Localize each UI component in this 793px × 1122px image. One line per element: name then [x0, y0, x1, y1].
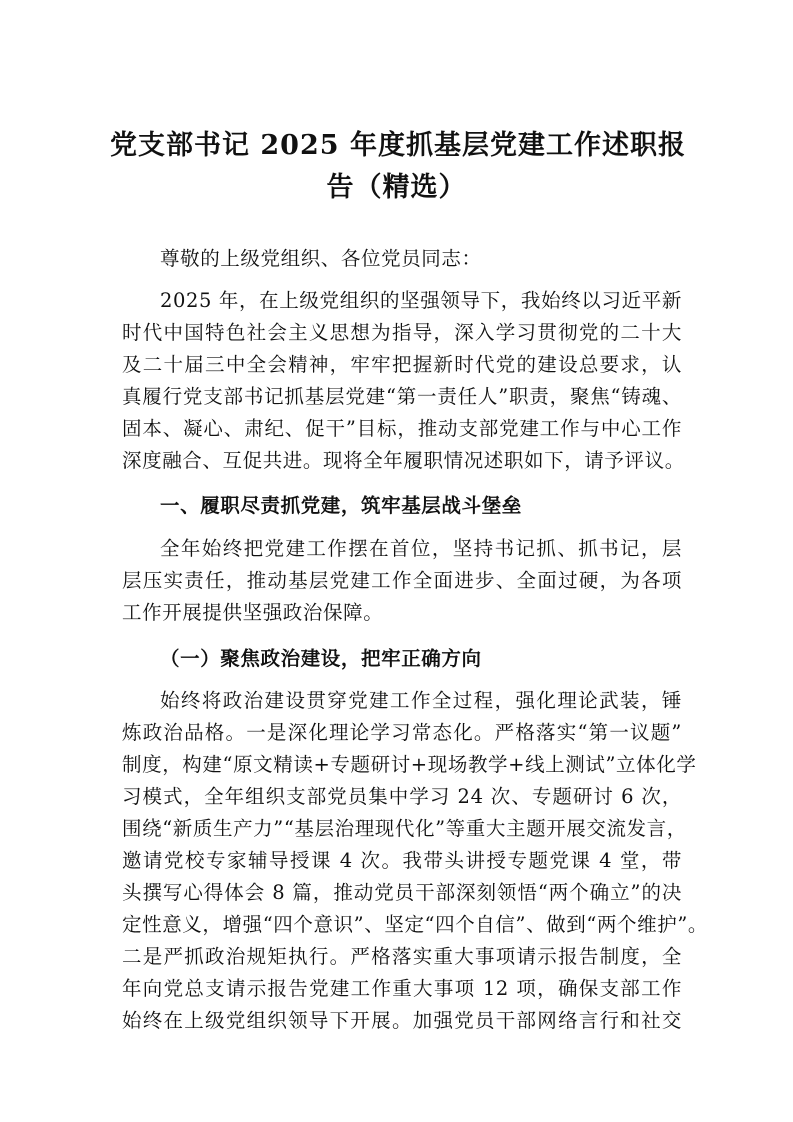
section-line: 层压实责任，推动基层党建工作全面进步、全面过硬，为各项 [122, 569, 682, 592]
subsection-line: 炼政治品格。一是深化理论学习常态化。严格落实“第一议题” [122, 721, 682, 744]
subsection-line: 始终将政治建设贯穿党建工作全过程，强化理论武装，锤 [160, 689, 682, 712]
subsection-line: 围绕“新质生产力”“基层治理现代化”等重大主题开展交流发言， [122, 817, 687, 840]
document-title-line-2: 告（精选） [326, 172, 467, 203]
section-heading: 一、履职尽责抓党建，筑牢基层战斗堡垒 [160, 494, 522, 517]
subsection-heading: （一）聚焦政治建设，把牢正确方向 [160, 647, 482, 670]
intro-line: 真履行党支部书记抓基层党建“第一责任人”职责，聚焦“铸魂、 [122, 385, 682, 408]
intro-line: 及二十届三中全会精神，牢牢把握新时代党的建设总要求，认 [122, 353, 682, 376]
subsection-line: 制度，构建“原文精读+专题研讨+现场教学+线上测试”立体化学 [122, 753, 697, 776]
section-line: 全年始终把党建工作摆在首位，坚持书记抓、抓书记，层 [160, 537, 682, 560]
document-title-line-1: 党支部书记 2025 年度抓基层党建工作述职报 [110, 130, 686, 161]
subsection-line: 定性意义，增强“四个意识”、坚定“四个自信”、做到“两个维护”。 [122, 913, 709, 936]
subsection-line: 年向党总支请示报告党建工作重大事项 12 项，确保支部工作 [122, 977, 682, 1000]
intro-line: 时代中国特色社会主义思想为指导，深入学习贯彻党的二十大 [122, 321, 682, 344]
subsection-line: 邀请党校专家辅导授课 4 次。我带头讲授专题党课 4 堂，带 [122, 849, 682, 872]
subsection-line: 二是严抓政治规矩执行。严格落实重大事项请示报告制度，全 [122, 945, 682, 968]
subsection-line: 始终在上级党组织领导下开展。加强党员干部网络言行和社交 [122, 1009, 682, 1032]
intro-line: 2025 年，在上级党组织的坚强领导下，我始终以习近平新 [160, 289, 682, 312]
intro-line: 固本、凝心、肃纪、促干”目标，推动支部党建工作与中心工作 [122, 417, 682, 440]
subsection-line: 头撰写心得体会 8 篇，推动党员干部深刻领悟“两个确立”的决 [122, 881, 682, 904]
section-line: 工作开展提供坚强政治保障。 [122, 601, 384, 624]
salutation: 尊敬的上级党组织、各位党员同志： [160, 247, 482, 270]
intro-line: 深度融合、互促共进。现将全年履职情况述职如下，请予评议。 [122, 449, 685, 472]
subsection-line: 习模式，全年组织支部党员集中学习 24 次、专题研讨 6 次， [122, 785, 682, 808]
